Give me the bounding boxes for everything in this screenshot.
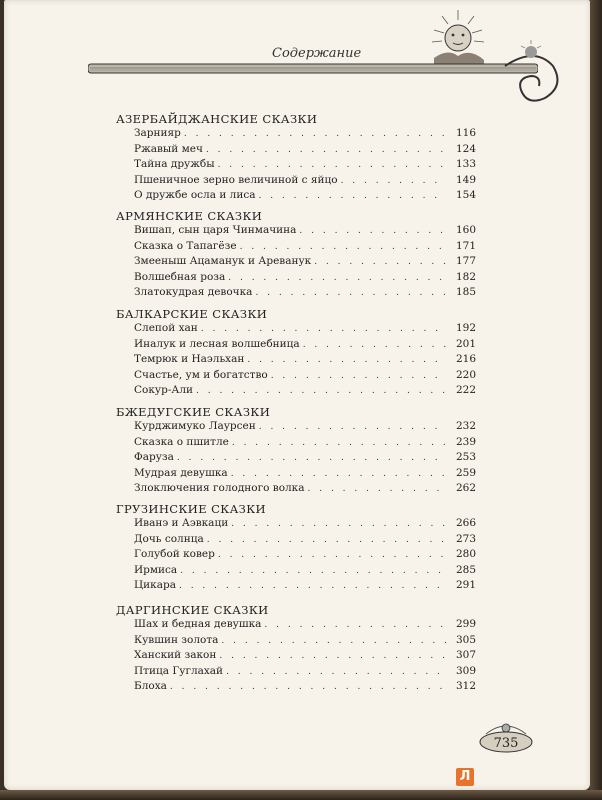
toc-entry bbox=[134, 435, 476, 451]
entry-title: Сокур-Али bbox=[134, 384, 193, 396]
entry-page: 171 bbox=[455, 239, 476, 252]
entry-page: 216 bbox=[455, 353, 476, 365]
dot-leader bbox=[201, 322, 447, 338]
toc-entry bbox=[134, 679, 476, 695]
toc-section bbox=[116, 209, 476, 301]
dot-leader bbox=[179, 579, 447, 595]
toc-entry bbox=[134, 617, 476, 633]
entry-title: Иванэ и Аэвкаци bbox=[134, 517, 229, 529]
dot-leader bbox=[226, 665, 447, 681]
entry-page: 149 bbox=[455, 173, 476, 186]
entry-title: Шах и бедная девушка bbox=[134, 618, 262, 630]
section-title: БЖЕДУГСКИЕ СКАЗКИ bbox=[116, 405, 271, 419]
toc-section bbox=[116, 405, 476, 497]
entry-page: 160 bbox=[455, 224, 476, 236]
entry-page: 262 bbox=[455, 482, 476, 494]
entry-page: 299 bbox=[455, 618, 476, 630]
entry-page: 273 bbox=[455, 532, 476, 545]
entry-title: О дружбе осла и лиса bbox=[134, 189, 256, 201]
entry-page: 259 bbox=[455, 466, 476, 479]
dot-leader bbox=[180, 564, 447, 580]
dot-leader bbox=[177, 451, 447, 467]
entry-title: Ханский закон bbox=[134, 649, 217, 661]
entry-title: Златокудрая девочка bbox=[134, 286, 253, 298]
toc-entry bbox=[134, 285, 476, 301]
entry-title: Птица Гуглахай bbox=[134, 664, 224, 677]
toc-entry bbox=[134, 419, 476, 435]
toc-entry bbox=[134, 383, 476, 399]
section-title: БАЛКАРСКИЕ СКАЗКИ bbox=[116, 307, 268, 321]
entry-title: Вишап, сын царя Чинмачина bbox=[134, 224, 297, 236]
entry-title: Цикара bbox=[134, 579, 176, 591]
dot-leader bbox=[184, 127, 447, 143]
toc-section bbox=[116, 307, 476, 399]
entry-page: 220 bbox=[455, 368, 476, 381]
toc-entry bbox=[134, 352, 476, 368]
entry-title: Дочь солнца bbox=[134, 532, 204, 545]
entry-title: Злоключения голодного волка bbox=[134, 482, 305, 494]
dot-leader bbox=[271, 369, 447, 385]
entry-page: 222 bbox=[455, 384, 476, 396]
entry-title: Ирмиса bbox=[134, 563, 178, 576]
toc-section bbox=[116, 603, 476, 695]
entry-title: Слепой хан bbox=[134, 322, 198, 334]
toc-entry bbox=[134, 142, 476, 158]
toc-entry bbox=[134, 239, 476, 255]
toc-entry bbox=[134, 157, 476, 173]
entry-title: Тайна дружбы bbox=[134, 158, 215, 170]
section-title: ГРУЗИНСКИЕ СКАЗКИ bbox=[116, 502, 266, 516]
dot-leader bbox=[341, 174, 447, 190]
entry-page: 192 bbox=[455, 322, 476, 334]
toc-entry bbox=[134, 321, 476, 337]
entry-title: Голубой ковер bbox=[134, 548, 215, 560]
section-title: АРМЯНСКИЕ СКАЗКИ bbox=[116, 209, 263, 223]
dot-leader bbox=[206, 143, 447, 159]
dot-leader bbox=[264, 618, 447, 634]
toc-section bbox=[116, 112, 476, 204]
entry-page: 266 bbox=[455, 517, 476, 529]
labirint-logo: Л bbox=[456, 768, 474, 786]
dot-leader bbox=[308, 482, 447, 498]
dot-leader bbox=[247, 353, 447, 369]
toc-entry bbox=[134, 532, 476, 548]
dot-leader bbox=[170, 680, 447, 696]
entry-page: 305 bbox=[455, 633, 476, 646]
toc-entry bbox=[134, 337, 476, 353]
dot-leader bbox=[207, 533, 447, 549]
toc-entry bbox=[134, 466, 476, 482]
entry-page: 185 bbox=[455, 286, 476, 298]
entry-page: 201 bbox=[455, 337, 476, 350]
entry-page: 285 bbox=[455, 563, 476, 576]
toc-entry bbox=[134, 188, 476, 204]
entry-page: 232 bbox=[455, 420, 476, 432]
dot-leader bbox=[221, 634, 447, 650]
toc-entry bbox=[134, 223, 476, 239]
toc-entry bbox=[134, 450, 476, 466]
entry-page: 116 bbox=[455, 127, 476, 139]
entry-page: 291 bbox=[455, 579, 476, 591]
toc-entry bbox=[134, 633, 476, 649]
dot-leader bbox=[240, 240, 447, 256]
dot-leader bbox=[228, 271, 447, 287]
entry-title: Мудрая девушка bbox=[134, 466, 228, 479]
entry-page: 309 bbox=[455, 664, 476, 677]
dot-leader bbox=[219, 649, 447, 665]
entry-title: Счастье, ум и богатство bbox=[134, 368, 268, 381]
entry-title: Ржавый меч bbox=[134, 142, 203, 155]
entry-title: Зарнияр bbox=[134, 127, 181, 139]
dot-leader bbox=[255, 286, 447, 302]
dot-leader bbox=[231, 517, 447, 533]
sun-face-ornament-icon bbox=[428, 8, 488, 66]
entry-title: Сказка о пшитле bbox=[134, 435, 229, 448]
toc-entry bbox=[134, 254, 476, 270]
page-header-title: Содержание bbox=[272, 46, 362, 61]
toc-entry bbox=[134, 368, 476, 384]
dot-leader bbox=[314, 255, 447, 271]
page-number: 735 bbox=[493, 736, 519, 751]
entry-page: 280 bbox=[455, 548, 476, 560]
dot-leader bbox=[259, 420, 447, 436]
toc-entry bbox=[134, 126, 476, 142]
dot-leader bbox=[232, 436, 447, 452]
entry-title: Курджимуко Лаурсен bbox=[134, 420, 256, 432]
book-edge-right bbox=[590, 0, 602, 800]
dot-leader bbox=[303, 338, 447, 354]
spiral-ornament-icon bbox=[495, 36, 565, 111]
toc-entry bbox=[134, 563, 476, 579]
toc-entry bbox=[134, 578, 476, 594]
dot-leader bbox=[196, 384, 447, 400]
dot-leader bbox=[258, 189, 447, 205]
entry-title: Змееныш Ацаманук и Ареванук bbox=[134, 255, 312, 267]
header-decorative-bar bbox=[88, 62, 538, 75]
toc-entry bbox=[134, 664, 476, 680]
entry-page: 312 bbox=[455, 680, 476, 692]
toc-entry bbox=[134, 270, 476, 286]
entry-page: 154 bbox=[455, 189, 476, 201]
dot-leader bbox=[231, 467, 447, 483]
entry-title: Пшеничное зерно величиной с яйцо bbox=[134, 173, 338, 186]
dot-leader bbox=[299, 224, 447, 240]
toc-section bbox=[116, 502, 476, 594]
dot-leader bbox=[218, 548, 447, 564]
entry-title: Волшебная роза bbox=[134, 270, 226, 283]
entry-page: 239 bbox=[455, 435, 476, 448]
toc-entry bbox=[134, 648, 476, 664]
book-edge-bottom bbox=[0, 790, 602, 800]
entry-title: Кувшин золота bbox=[134, 633, 219, 646]
toc-entry bbox=[134, 547, 476, 563]
entry-title: Темрюк и Наэльхан bbox=[134, 353, 245, 365]
section-title: АЗЕРБАЙДЖАНСКИЕ СКАЗКИ bbox=[116, 112, 318, 126]
toc-entry bbox=[134, 516, 476, 532]
entry-title: Фаруза bbox=[134, 451, 174, 463]
entry-page: 177 bbox=[455, 255, 476, 267]
entry-page: 253 bbox=[455, 451, 476, 463]
entry-page: 124 bbox=[455, 142, 476, 155]
entry-title: Сказка о Тапагёзе bbox=[134, 239, 237, 252]
entry-title: Иналук и лесная волшебница bbox=[134, 337, 300, 350]
entry-page: 133 bbox=[455, 158, 476, 170]
toc-entry bbox=[134, 481, 476, 497]
entry-title: Блоха bbox=[134, 680, 167, 692]
dot-leader bbox=[218, 158, 447, 174]
entry-page: 307 bbox=[455, 649, 476, 661]
entry-page: 182 bbox=[455, 270, 476, 283]
toc-entry bbox=[134, 173, 476, 189]
section-title: ДАРГИНСКИЕ СКАЗКИ bbox=[116, 603, 269, 617]
